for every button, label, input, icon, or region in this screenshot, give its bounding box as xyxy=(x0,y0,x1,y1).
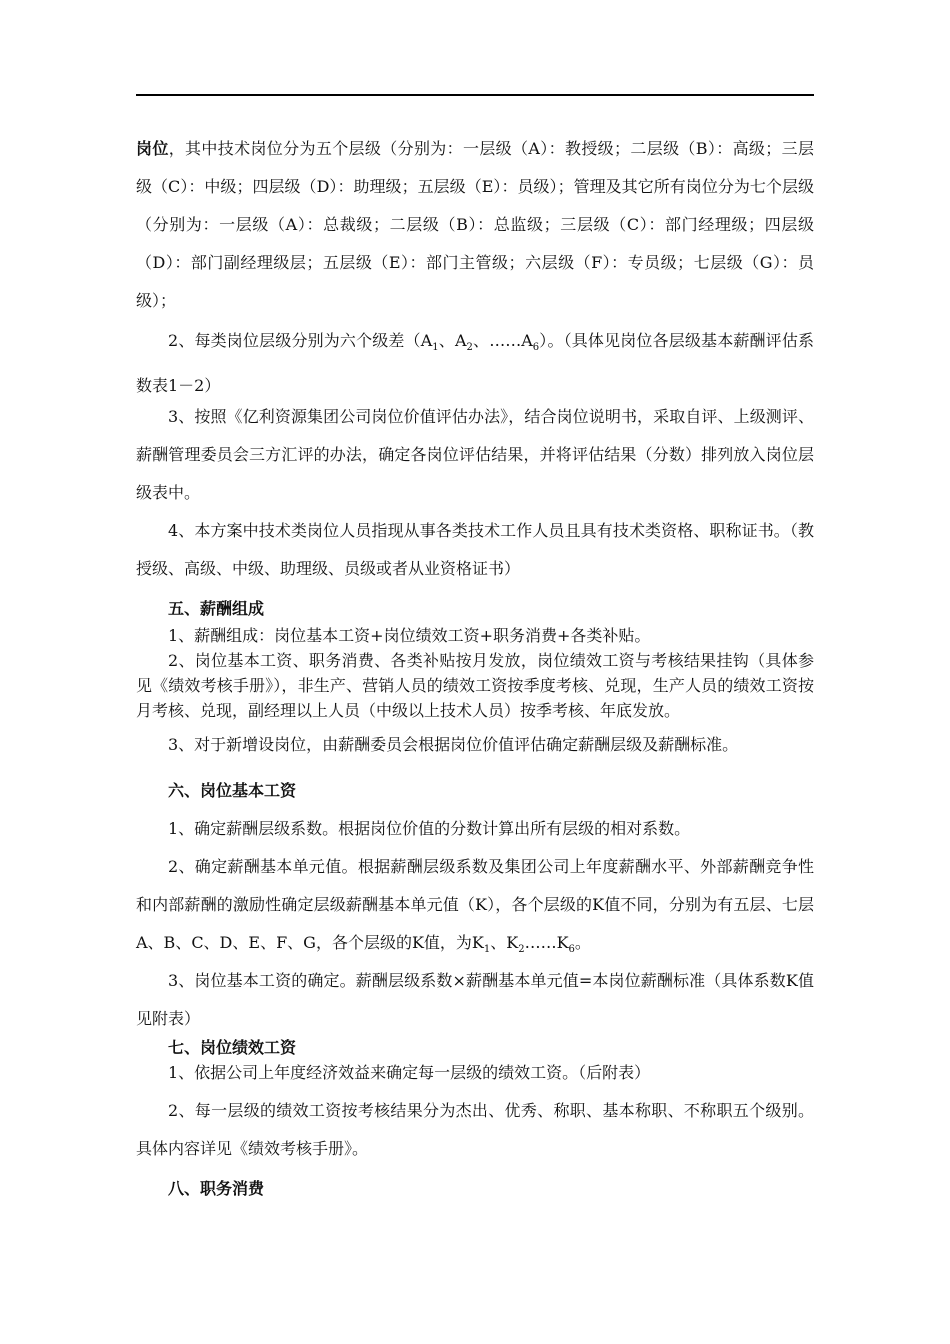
paragraph-post-levels xyxy=(136,130,814,320)
paragraph-base-2 xyxy=(136,848,814,969)
section-heading-duty-expense: 八、职务消费 xyxy=(168,1179,265,1198)
subscript: 6 xyxy=(532,342,540,354)
paragraph-perf-2: 2、每一层级的绩效工资按考核结果分为杰出、优秀、称职、基本称职、不称职五个级别。具体内容详见《绩效考核手册》。 xyxy=(136,1101,814,1158)
header-rule xyxy=(136,94,814,96)
text-run: ……K xyxy=(524,933,569,952)
text-run: 。 xyxy=(574,933,591,952)
subscript: 2 xyxy=(466,342,473,354)
text-run: ）。（具体见岗位各层级基本薪酬评估系数表1－2） xyxy=(136,331,814,396)
paragraph-lead: 岗位 xyxy=(136,139,169,158)
section-heading-performance-pay: 七、岗位绩效工资 xyxy=(168,1038,297,1057)
section-heading-base-salary: 六、岗位基本工资 xyxy=(168,781,297,800)
text-run: 2、确定薪酬基本单元值。根据薪酬层级系数及集团公司上年度薪酬水平、外部薪酬竞争性和内部薪酬的激励性确定层级薪酬基本单元值（K），各个层级的K值不同，分别为有五层、七层A、B、C、D、E、F、G，各个层级的K值，为K xyxy=(136,857,814,952)
text-run: 、A xyxy=(438,331,467,350)
subscript: 6 xyxy=(568,944,575,956)
subscript: 1 xyxy=(483,944,491,956)
paragraph-level-grades xyxy=(136,322,814,405)
paragraph-evaluation: 3、按照《亿利资源集团公司岗位价值评估办法》，结合岗位说明书，采取自评、上级测评、薪酬管理委员会三方汇评的办法，确定各岗位评估结果，并将评估结果（分数）排列放入岗位层级表中。 xyxy=(136,407,814,502)
subscript: 1 xyxy=(432,342,439,354)
paragraph-comp-3: 3、对于新增设岗位，由薪酬委员会根据岗位价值评估确定薪酬层级及薪酬标准。 xyxy=(168,735,739,754)
paragraph-perf-1: 1、依据公司上年度经济效益来确定每一层级的绩效工资。（后附表） xyxy=(168,1063,651,1082)
text-run: 、K xyxy=(490,933,519,952)
text-run: 2、每类岗位层级分别为六个级差（A xyxy=(168,331,433,350)
paragraph-comp-1: 1、薪酬组成：岗位基本工资+岗位绩效工资+职务消费+各类补贴。 xyxy=(168,626,651,645)
section-heading-compensation: 五、薪酬组成 xyxy=(168,599,265,618)
subscript: 2 xyxy=(518,944,525,956)
paragraph-base-1: 1、确定薪酬层级系数。根据岗位价值的分数计算出所有层级的相对系数。 xyxy=(168,819,691,838)
paragraph-text: ，其中技术岗位分为五个层级（分别为：一层级（A）：教授级；二层级（B）：高级；三层级（C）：中级；四层级（D）：助理级；五层级（E）：员级）；管理及其它所有岗位分为七个层级（分别为：一层级（A）：总裁级；二层级（B）：总监级；三层级（C）：部门经理级；四层级（D）：部门副经理级层；五层级（E）：部门主管级；六层级（F）：专员级；七层级（G）：员级）； xyxy=(136,139,814,310)
paragraph-technical-staff: 4、本方案中技术类岗位人员指现从事各类技术工作人员且具有技术类资格、职称证书。（教授级、高级、中级、助理级、员级或者从业资格证书） xyxy=(136,521,814,578)
paragraph-comp-2: 2、岗位基本工资、职务消费、各类补贴按月发放，岗位绩效工资与考核结果挂钩（具体参见《绩效考核手册》），非生产、营销人员的绩效工资按季度考核、兑现，生产人员的绩效工资按月考核、兑现，副经理以上人员（中级以上技术人员）按季考核、年底发放。 xyxy=(136,651,814,720)
text-run: 、……A xyxy=(472,331,533,350)
paragraph-base-3: 3、岗位基本工资的确定。薪酬层级系数×薪酬基本单元值=本岗位薪酬标准（具体系数K值见附表） xyxy=(136,971,814,1028)
